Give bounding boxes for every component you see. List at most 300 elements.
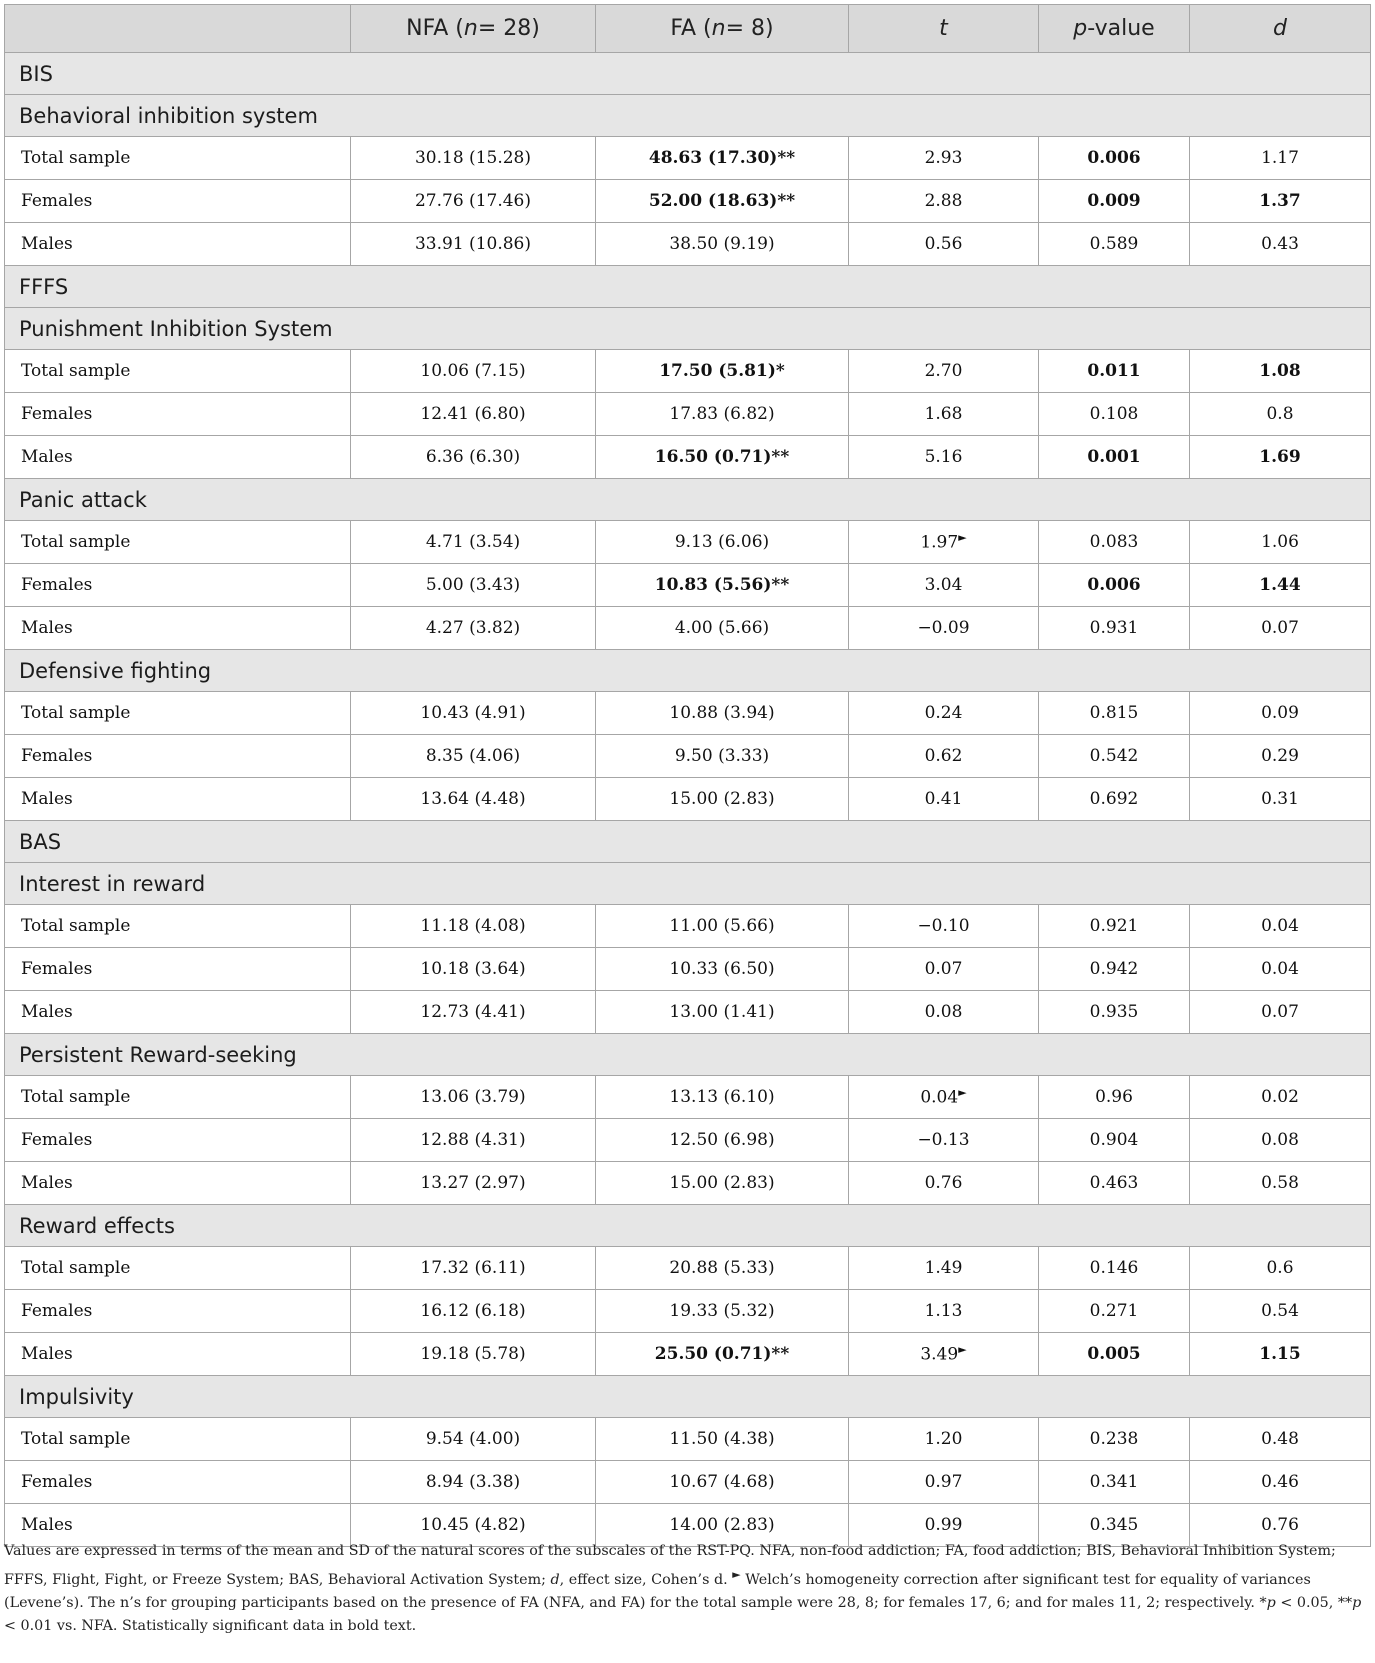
subscale-row bbox=[5, 1376, 1371, 1418]
table-row bbox=[5, 436, 1371, 479]
row-label-text: Males bbox=[21, 1002, 73, 1022]
d-cell-text: 0.43 bbox=[1261, 234, 1299, 254]
d-cell-text: 0.46 bbox=[1261, 1472, 1299, 1492]
d-cell-text: 0.04 bbox=[1261, 959, 1299, 979]
fa-cell-text: 11.00 (5.66) bbox=[669, 916, 775, 936]
p-value-cell-text: 0.815 bbox=[1089, 703, 1139, 723]
nfa-cell-text: 10.06 (7.15) bbox=[420, 361, 526, 381]
fa-cell bbox=[596, 521, 849, 564]
d-cell bbox=[1190, 991, 1371, 1034]
p-value-cell bbox=[1039, 1418, 1190, 1461]
note-part5: < 0.01 vs. NFA. Statistically significant data in bold text. bbox=[4, 1617, 417, 1634]
p-value-cell-text: 0.006 bbox=[1087, 575, 1141, 595]
row-label bbox=[5, 735, 351, 778]
nfa-cell-text: 12.88 (4.31) bbox=[420, 1130, 526, 1150]
nfa-cell bbox=[351, 1290, 596, 1333]
fa-cell-text: 15.00 (2.83) bbox=[669, 789, 775, 809]
d-cell-text: 1.08 bbox=[1259, 361, 1301, 381]
nfa-cell bbox=[351, 436, 596, 479]
nfa-cell bbox=[351, 180, 596, 223]
fa-cell-text: 14.00 (2.83) bbox=[669, 1515, 775, 1535]
nfa-cell-text: 13.64 (4.48) bbox=[420, 789, 526, 809]
t-cell-text: 0.41 bbox=[924, 789, 963, 809]
p-value-cell bbox=[1039, 137, 1190, 180]
d-cell bbox=[1190, 436, 1371, 479]
table-row bbox=[5, 991, 1371, 1034]
d-cell bbox=[1190, 1290, 1371, 1333]
nfa-cell-text: 12.41 (6.80) bbox=[420, 404, 526, 424]
row-label bbox=[5, 1461, 351, 1504]
nfa-cell bbox=[351, 1333, 596, 1376]
table-row bbox=[5, 1461, 1371, 1504]
fa-cell-text: 48.63 (17.30)** bbox=[648, 148, 796, 168]
table-row bbox=[5, 564, 1371, 607]
d-cell bbox=[1190, 948, 1371, 991]
fa-cell-text: 25.50 (0.71)** bbox=[654, 1344, 790, 1364]
nfa-cell bbox=[351, 350, 596, 393]
table-row bbox=[5, 1119, 1371, 1162]
t-cell bbox=[849, 1247, 1039, 1290]
nfa-cell-text: 30.18 (15.28) bbox=[414, 148, 531, 168]
nfa-cell bbox=[351, 521, 596, 564]
p-value-cell bbox=[1039, 778, 1190, 821]
p-value-cell-text: 0.942 bbox=[1089, 959, 1139, 979]
table-row bbox=[5, 1247, 1371, 1290]
t-cell bbox=[849, 991, 1039, 1034]
nfa-cell bbox=[351, 564, 596, 607]
t-cell-text: 1.49 bbox=[924, 1258, 963, 1278]
p-value-cell bbox=[1039, 735, 1190, 778]
row-label bbox=[5, 778, 351, 821]
p-value-cell-text: 0.463 bbox=[1089, 1173, 1139, 1193]
p-value-cell bbox=[1039, 1162, 1190, 1205]
d-cell bbox=[1190, 1247, 1371, 1290]
subscale-row bbox=[5, 1034, 1371, 1076]
d-cell-text: 0.04 bbox=[1261, 916, 1299, 936]
fa-cell bbox=[596, 948, 849, 991]
p-value-cell-text: 0.271 bbox=[1089, 1301, 1139, 1321]
note-part1: Values are expressed in terms of the mean and SD of the natural scores of the subscales of the RST-PQ. NFA, non-food addiction; FA, food addiction; BIS, Behavioral Inhibition System; FFFS, Flight, Fight, or Freeze System; BAS, Behavioral Activation System; bbox=[4, 1543, 1336, 1588]
table-row bbox=[5, 137, 1371, 180]
fa-cell bbox=[596, 1290, 849, 1333]
nfa-cell bbox=[351, 1076, 596, 1119]
row-label-text: Males bbox=[21, 1344, 73, 1364]
d-cell bbox=[1190, 1461, 1371, 1504]
fa-cell-text: 11.50 (4.38) bbox=[669, 1429, 775, 1449]
nfa-cell-text: 16.12 (6.18) bbox=[420, 1301, 526, 1321]
t-cell-text: 2.88 bbox=[924, 191, 963, 211]
header-fa-label: FA ( bbox=[670, 16, 712, 41]
d-cell bbox=[1190, 735, 1371, 778]
nfa-cell-text: 13.06 (3.79) bbox=[420, 1087, 526, 1107]
row-label-text: Males bbox=[21, 789, 73, 809]
t-cell bbox=[849, 1162, 1039, 1205]
row-label-text: Males bbox=[21, 234, 73, 254]
t-cell-text: 0.04 bbox=[920, 1087, 959, 1108]
t-cell-text: −0.10 bbox=[917, 916, 970, 936]
fa-cell-text: 52.00 (18.63)** bbox=[648, 191, 796, 211]
fa-cell-text: 13.13 (6.10) bbox=[669, 1087, 775, 1107]
fa-cell-text: 20.88 (5.33) bbox=[669, 1258, 775, 1278]
fa-cell-text: 13.00 (1.41) bbox=[669, 1002, 775, 1022]
header-t-label: t bbox=[939, 16, 948, 41]
t-cell bbox=[849, 393, 1039, 436]
table-row bbox=[5, 1418, 1371, 1461]
table-row bbox=[5, 393, 1371, 436]
d-cell bbox=[1190, 1076, 1371, 1119]
table-row bbox=[5, 1290, 1371, 1333]
d-cell-text: 0.29 bbox=[1261, 746, 1299, 766]
p-value-cell-text: 0.921 bbox=[1089, 916, 1139, 936]
table-footnote bbox=[4, 1540, 1370, 1638]
t-cell bbox=[849, 1333, 1039, 1376]
fa-cell bbox=[596, 1162, 849, 1205]
table-row bbox=[5, 692, 1371, 735]
fa-cell bbox=[596, 692, 849, 735]
fa-cell-text: 9.50 (3.33) bbox=[674, 746, 770, 766]
welch-marker-icon: ► bbox=[958, 1343, 967, 1357]
p-value-cell-text: 0.011 bbox=[1087, 361, 1141, 381]
t-cell bbox=[849, 1461, 1039, 1504]
row-label bbox=[5, 564, 351, 607]
table-row bbox=[5, 607, 1371, 650]
t-cell-text: 2.93 bbox=[924, 148, 963, 168]
t-cell-text: 0.76 bbox=[924, 1173, 963, 1193]
nfa-cell bbox=[351, 393, 596, 436]
table-row bbox=[5, 1333, 1371, 1376]
t-cell bbox=[849, 436, 1039, 479]
nfa-cell-text: 8.35 (4.06) bbox=[425, 746, 521, 766]
p-value-cell-text: 0.345 bbox=[1089, 1515, 1139, 1535]
row-label-text: Females bbox=[21, 746, 93, 766]
d-cell-text: 0.58 bbox=[1261, 1173, 1299, 1193]
p-value-cell bbox=[1039, 1461, 1190, 1504]
subscale-row bbox=[5, 95, 1371, 137]
d-cell-text: 1.06 bbox=[1261, 532, 1299, 552]
nfa-cell bbox=[351, 735, 596, 778]
nfa-cell-text: 17.32 (6.11) bbox=[420, 1258, 526, 1278]
fa-cell bbox=[596, 564, 849, 607]
d-cell-text: 1.37 bbox=[1259, 191, 1301, 211]
d-cell-text: 1.17 bbox=[1261, 148, 1299, 168]
row-label bbox=[5, 436, 351, 479]
p-value-cell bbox=[1039, 692, 1190, 735]
p-value-cell bbox=[1039, 948, 1190, 991]
fa-cell bbox=[596, 223, 849, 266]
p-value-cell-text: 0.341 bbox=[1089, 1472, 1139, 1492]
d-cell bbox=[1190, 393, 1371, 436]
fa-cell bbox=[596, 778, 849, 821]
fa-cell bbox=[596, 1461, 849, 1504]
p-value-cell bbox=[1039, 521, 1190, 564]
nfa-cell-text: 11.18 (4.08) bbox=[420, 916, 526, 936]
t-cell bbox=[849, 350, 1039, 393]
table-row bbox=[5, 180, 1371, 223]
header-empty bbox=[5, 5, 351, 53]
nfa-cell bbox=[351, 1247, 596, 1290]
header-row bbox=[5, 5, 1371, 53]
fa-cell-text: 19.33 (5.32) bbox=[669, 1301, 775, 1321]
nfa-cell bbox=[351, 692, 596, 735]
section-row bbox=[5, 821, 1371, 863]
p-value-cell bbox=[1039, 350, 1190, 393]
row-label-text: Total sample bbox=[21, 361, 131, 381]
d-cell-text: 1.69 bbox=[1259, 447, 1301, 467]
p-value-cell bbox=[1039, 905, 1190, 948]
row-label bbox=[5, 393, 351, 436]
fa-cell bbox=[596, 1076, 849, 1119]
section-label: BIS bbox=[5, 53, 1371, 95]
nfa-cell bbox=[351, 1119, 596, 1162]
p-value-cell bbox=[1039, 991, 1190, 1034]
t-cell-text: 3.49 bbox=[920, 1344, 959, 1365]
d-cell bbox=[1190, 350, 1371, 393]
t-cell-text: 1.68 bbox=[924, 404, 963, 424]
d-cell-text: 0.76 bbox=[1261, 1515, 1299, 1535]
row-label bbox=[5, 692, 351, 735]
fa-cell bbox=[596, 607, 849, 650]
nfa-cell bbox=[351, 1418, 596, 1461]
fa-cell-text: 17.83 (6.82) bbox=[669, 404, 775, 424]
t-cell bbox=[849, 1119, 1039, 1162]
table-body bbox=[5, 53, 1371, 1547]
note-part3: Welch’s homogeneity correction after significant test for equality of variances (Levene’s). The n’s for grouping participants based on the presence of FA (NFA, and FA) for the total sample were 28, 8; for females 17, 6; and for males 11, 2; respectively. * bbox=[4, 1571, 1311, 1611]
p-value-cell bbox=[1039, 564, 1190, 607]
t-cell bbox=[849, 180, 1039, 223]
fa-cell bbox=[596, 735, 849, 778]
fa-cell bbox=[596, 1247, 849, 1290]
p-value-cell bbox=[1039, 1247, 1190, 1290]
fa-cell-text: 10.67 (4.68) bbox=[669, 1472, 775, 1492]
nfa-cell bbox=[351, 607, 596, 650]
d-cell-text: 1.15 bbox=[1259, 1344, 1301, 1364]
header-fa bbox=[596, 5, 849, 53]
nfa-cell-text: 12.73 (4.41) bbox=[420, 1002, 526, 1022]
nfa-cell bbox=[351, 137, 596, 180]
subscale-label: Behavioral inhibition system bbox=[5, 95, 1371, 137]
header-d bbox=[1190, 5, 1371, 53]
note-p2: p bbox=[1352, 1594, 1362, 1611]
row-label-text: Males bbox=[21, 447, 73, 467]
row-label-text: Females bbox=[21, 1301, 93, 1321]
fa-cell bbox=[596, 350, 849, 393]
note-part4: < 0.05, ** bbox=[1275, 1594, 1353, 1611]
t-cell-text: 5.16 bbox=[924, 447, 963, 467]
d-cell-text: 0.6 bbox=[1266, 1258, 1294, 1278]
table-row bbox=[5, 948, 1371, 991]
t-cell-text: 0.56 bbox=[924, 234, 963, 254]
t-cell-text: 0.08 bbox=[924, 1002, 963, 1022]
nfa-cell-text: 4.71 (3.54) bbox=[425, 532, 521, 552]
row-label-text: Total sample bbox=[21, 916, 131, 936]
fa-cell-text: 4.00 (5.66) bbox=[674, 618, 770, 638]
p-value-cell bbox=[1039, 436, 1190, 479]
section-row bbox=[5, 266, 1371, 308]
p-value-cell bbox=[1039, 223, 1190, 266]
nfa-cell-text: 10.18 (3.64) bbox=[420, 959, 526, 979]
nfa-cell-text: 27.76 (17.46) bbox=[414, 191, 531, 211]
d-cell-text: 0.02 bbox=[1261, 1087, 1299, 1107]
fa-cell bbox=[596, 393, 849, 436]
p-value-cell bbox=[1039, 607, 1190, 650]
d-cell-text: 0.08 bbox=[1261, 1130, 1299, 1150]
nfa-cell-text: 6.36 (6.30) bbox=[425, 447, 521, 467]
t-cell-text: −0.09 bbox=[917, 618, 970, 638]
results-table-container bbox=[4, 4, 1370, 1547]
row-label bbox=[5, 991, 351, 1034]
section-label: FFFS bbox=[5, 266, 1371, 308]
d-cell-text: 0.31 bbox=[1261, 789, 1299, 809]
row-label bbox=[5, 137, 351, 180]
fa-cell bbox=[596, 1119, 849, 1162]
fa-cell-text: 9.13 (6.06) bbox=[674, 532, 770, 552]
fa-cell-text: 15.00 (2.83) bbox=[669, 1173, 775, 1193]
t-cell-text: −0.13 bbox=[917, 1130, 970, 1150]
t-cell-text: 0.07 bbox=[924, 959, 963, 979]
nfa-cell-text: 5.00 (3.43) bbox=[425, 575, 521, 595]
row-label bbox=[5, 1162, 351, 1205]
header-p-rest: -value bbox=[1087, 16, 1155, 41]
fa-cell-text: 38.50 (9.19) bbox=[669, 234, 775, 254]
row-label-text: Females bbox=[21, 191, 93, 211]
row-label bbox=[5, 180, 351, 223]
table-row bbox=[5, 905, 1371, 948]
t-cell bbox=[849, 778, 1039, 821]
row-label-text: Total sample bbox=[21, 1429, 131, 1449]
note-d: d bbox=[550, 1571, 560, 1588]
t-cell-text: 2.70 bbox=[924, 361, 963, 381]
d-cell bbox=[1190, 521, 1371, 564]
subscale-label: Defensive fighting bbox=[5, 650, 1371, 692]
t-cell bbox=[849, 735, 1039, 778]
nfa-cell-text: 8.94 (3.38) bbox=[425, 1472, 521, 1492]
nfa-cell-text: 19.18 (5.78) bbox=[420, 1344, 526, 1364]
p-value-cell-text: 0.146 bbox=[1089, 1258, 1139, 1278]
p-value-cell-text: 0.96 bbox=[1095, 1087, 1133, 1107]
p-value-cell-text: 0.542 bbox=[1089, 746, 1139, 766]
d-cell bbox=[1190, 607, 1371, 650]
welch-marker-icon: ► bbox=[732, 1568, 741, 1581]
nfa-cell bbox=[351, 778, 596, 821]
row-label-text: Total sample bbox=[21, 1258, 131, 1278]
d-cell-text: 0.07 bbox=[1261, 618, 1299, 638]
t-cell-text: 0.62 bbox=[924, 746, 963, 766]
fa-cell-text: 10.33 (6.50) bbox=[669, 959, 775, 979]
p-value-cell-text: 0.108 bbox=[1089, 404, 1139, 424]
header-nfa-n: n bbox=[463, 16, 478, 41]
t-cell bbox=[849, 948, 1039, 991]
nfa-cell-text: 10.43 (4.91) bbox=[420, 703, 526, 723]
t-cell-text: 0.99 bbox=[924, 1515, 963, 1535]
results-table bbox=[4, 4, 1371, 1547]
d-cell-text: 0.09 bbox=[1261, 703, 1299, 723]
p-value-cell bbox=[1039, 1119, 1190, 1162]
section-label: BAS bbox=[5, 821, 1371, 863]
p-value-cell-text: 0.935 bbox=[1089, 1002, 1139, 1022]
fa-cell bbox=[596, 137, 849, 180]
fa-cell bbox=[596, 1418, 849, 1461]
t-cell-text: 0.97 bbox=[924, 1472, 963, 1492]
header-fa-n: n bbox=[711, 16, 726, 41]
d-cell bbox=[1190, 1162, 1371, 1205]
table-row bbox=[5, 1076, 1371, 1119]
header-p-italic: p bbox=[1073, 16, 1088, 41]
d-cell bbox=[1190, 1418, 1371, 1461]
nfa-cell-text: 4.27 (3.82) bbox=[425, 618, 521, 638]
header-fa-count: = 8) bbox=[725, 16, 774, 41]
header-p bbox=[1039, 5, 1190, 53]
p-value-cell-text: 0.006 bbox=[1087, 148, 1141, 168]
d-cell bbox=[1190, 564, 1371, 607]
nfa-cell bbox=[351, 948, 596, 991]
table-row bbox=[5, 1162, 1371, 1205]
subscale-label: Punishment Inhibition System bbox=[5, 308, 1371, 350]
d-cell bbox=[1190, 778, 1371, 821]
row-label bbox=[5, 1333, 351, 1376]
fa-cell bbox=[596, 991, 849, 1034]
p-value-cell-text: 0.083 bbox=[1089, 532, 1139, 552]
row-label-text: Females bbox=[21, 1472, 93, 1492]
d-cell bbox=[1190, 1119, 1371, 1162]
row-label-text: Males bbox=[21, 1173, 73, 1193]
row-label bbox=[5, 521, 351, 564]
fa-cell bbox=[596, 436, 849, 479]
t-cell bbox=[849, 521, 1039, 564]
p-value-cell-text: 0.005 bbox=[1087, 1344, 1141, 1364]
d-cell bbox=[1190, 223, 1371, 266]
note-p1: p bbox=[1266, 1594, 1276, 1611]
t-cell bbox=[849, 1418, 1039, 1461]
note-part2: , effect size, Cohen’s d. bbox=[559, 1571, 733, 1588]
fa-cell-text: 12.50 (6.98) bbox=[669, 1130, 775, 1150]
row-label bbox=[5, 1076, 351, 1119]
p-value-cell-text: 0.001 bbox=[1087, 447, 1141, 467]
t-cell-text: 0.24 bbox=[924, 703, 963, 723]
row-label-text: Males bbox=[21, 618, 73, 638]
p-value-cell bbox=[1039, 180, 1190, 223]
d-cell-text: 0.8 bbox=[1266, 404, 1294, 424]
row-label-text: Males bbox=[21, 1515, 73, 1535]
table-row bbox=[5, 778, 1371, 821]
fa-cell bbox=[596, 905, 849, 948]
t-cell-text: 1.13 bbox=[924, 1301, 963, 1321]
t-cell bbox=[849, 1290, 1039, 1333]
t-cell bbox=[849, 564, 1039, 607]
nfa-cell bbox=[351, 1461, 596, 1504]
fa-cell bbox=[596, 1333, 849, 1376]
welch-marker-icon: ► bbox=[958, 531, 967, 545]
fa-cell-text: 16.50 (0.71)** bbox=[654, 447, 790, 467]
t-cell bbox=[849, 692, 1039, 735]
row-label bbox=[5, 223, 351, 266]
p-value-cell-text: 0.238 bbox=[1089, 1429, 1139, 1449]
subscale-label: Impulsivity bbox=[5, 1376, 1371, 1418]
t-cell-text: 3.04 bbox=[924, 575, 963, 595]
d-cell bbox=[1190, 692, 1371, 735]
subscale-label: Persistent Reward-seeking bbox=[5, 1034, 1371, 1076]
t-cell bbox=[849, 905, 1039, 948]
nfa-cell-text: 13.27 (2.97) bbox=[420, 1173, 526, 1193]
row-label-text: Total sample bbox=[21, 148, 131, 168]
subscale-row bbox=[5, 1205, 1371, 1247]
row-label bbox=[5, 1247, 351, 1290]
d-cell-text: 0.54 bbox=[1261, 1301, 1299, 1321]
fa-cell-text: 10.88 (3.94) bbox=[669, 703, 775, 723]
d-cell bbox=[1190, 1333, 1371, 1376]
subscale-row bbox=[5, 479, 1371, 521]
d-cell-text: 0.48 bbox=[1261, 1429, 1299, 1449]
nfa-cell bbox=[351, 991, 596, 1034]
